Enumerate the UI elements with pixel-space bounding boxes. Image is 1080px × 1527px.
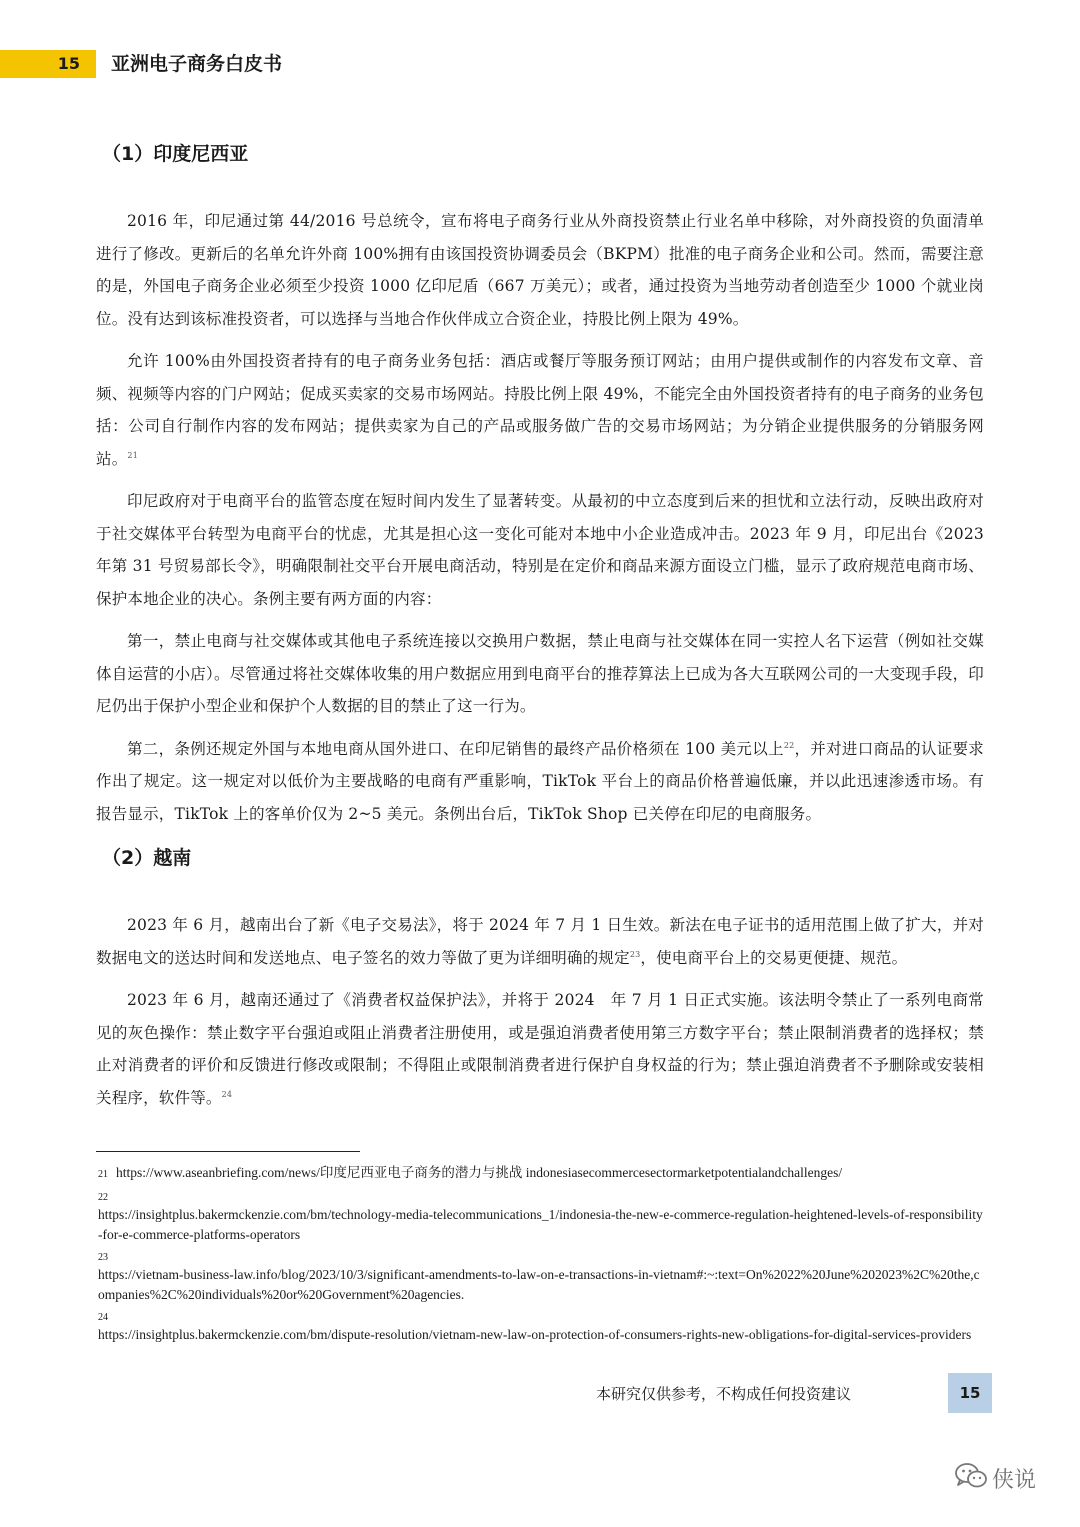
- footnote-item: [98, 1191, 984, 1245]
- footnote-ref[interactable]: 22: [783, 740, 795, 750]
- footnote-number: 24: [98, 1312, 108, 1323]
- paragraph: 第二，条例还规定外国与本地电商从国外进口、在印尼销售的最终产品价格须在 100 美元以上$^{22}$，并对进口商品的认证要求作出了规定。这一规定对以低价为主要战略的电商有严重影响，TikTok 平台上的商品价格普遍低廉，并以此迅速渗透市场。有报告显示，TikTok 上的客单价仅为 2~5 美元。条例出台后，TikTok Shop 已关停在印尼的电商服务。: [96, 739, 984, 823]
- paragraph: 2023 年 6 月，越南出台了新《电子交易法》，将于 2024 年 7 月 1 日生效。新法在电子证书的适用范围上做了扩大，并对数据电文的送达时间和发送地点、电子签名的效力等做了更为详细明确的规定$^{23}$，使电商平台上的交易更便捷、规范。: [96, 916, 984, 967]
- footer-disclaimer: 本研究仅供参考，不构成任何投资建议: [596, 1385, 852, 1403]
- watermark-text: 侠说: [992, 1467, 1037, 1493]
- footnote-item: [98, 1311, 984, 1345]
- footnote-link[interactable]: https://insightplus.bakermckenzie.com/bm/technology-media-telecommunications_1/indonesia-the-new-e-commerce-regulation-heightened-levels-of-responsibility-for-e-commerce-platforms-operators: [98, 1207, 983, 1242]
- main-content: [96, 136, 984, 1114]
- footnote-divider: [96, 1151, 360, 1152]
- document-title: 亚洲电子商务白皮书: [111, 53, 283, 75]
- header-page-number: 15: [0, 50, 96, 78]
- paragraph: 2023 年 6 月，越南还通过了《消费者权益保护法》，并将于 2024 年 7 月 1 日正式实施。该法明令禁止了一系列电商常见的灰色操作：禁止数字平台强迫或阻止消费者注册使用，或是强迫消费者使用第三方数字平台；禁止限制消费者的选择权；禁止对消费者的评价和反馈进行修改或限制；不得阻止或限制消费者进行保护自身权益的行为；禁止强迫消费者不予删除或安装相关程序，软件等。$^{24}$: [96, 991, 984, 1107]
- footnote-item: [98, 1163, 984, 1185]
- footnote-link[interactable]: https://insightplus.bakermckenzie.com/bm/dispute-resolution/vietnam-new-law-on-protection-of-consumers-rights-new-obligations-for-digital-services-providers: [98, 1327, 972, 1342]
- paragraph: 第一，禁止电商与社交媒体或其他电子系统连接以交换用户数据，禁止电商与社交媒体在同一实控人名下运营（例如社交媒体自运营的小店）。尽管通过将社交媒体收集的用户数据应用到电商平台的推荐算法上已成为各大互联网公司的一大变现手段，印尼仍出于保护小型企业和保护个人数据的目的禁止了这一行为。: [96, 632, 984, 715]
- footnotes: [98, 1163, 984, 1351]
- footnote-number: 21: [98, 1169, 108, 1180]
- paragraph: 印尼政府对于电商平台的监管态度在短时间内发生了显著转变。从最初的中立态度到后来的担忧和立法行动，反映出政府对于社交媒体平台转型为电商平台的忧虑，尤其是担心这一变化可能对本地中小企业造成冲击。2023 年 9 月，印尼出台《2023 年第 31 号贸易部长令》，明确限制社交平台开展电商活动，特别是在定价和商品来源方面设立门槛，显示了政府规范电商市场、保护本地企业的决心。条例主要有两方面的内容：: [96, 492, 984, 608]
- footnote-ref[interactable]: 24: [221, 1089, 233, 1099]
- footer-page-number: 15: [948, 1373, 992, 1413]
- footnote-number: 22: [98, 1192, 108, 1203]
- wechat-icon: [954, 1462, 988, 1494]
- section-heading-vietnam: （2）越南: [102, 847, 192, 869]
- watermark: [954, 1458, 1036, 1498]
- footnote-number: 23: [98, 1252, 108, 1263]
- footnote-ref[interactable]: 23: [629, 949, 641, 959]
- footnote-link[interactable]: https://www.aseanbriefing.com/news/印度尼西亚电子商务的潜力与挑战 indonesiasecommercesectormarketpotentialandchallenges/: [116, 1165, 843, 1180]
- paragraph: 2016 年，印尼通过第 44/2016 号总统令，宣布将电子商务行业从外商投资禁止行业名单中移除，对外商投资的负面清单进行了修改。更新后的名单允许外商 100%拥有由该国投资协调委员会（BKPM）批准的电子商务企业和公司。然而，需要注意的是，外国电子商务企业必须至少投资 1000 亿印尼盾（667 万美元）；或者，通过投资为当地劳动者创造至少 1000 个就业岗位。没有达到该标准投资者，可以选择与当地合作伙伴成立合资企业，持股比例上限为 49%。: [96, 212, 984, 328]
- section-heading-indonesia: （1）印度尼西亚: [102, 143, 249, 165]
- page-header: [0, 50, 1080, 80]
- footnote-ref[interactable]: 21: [127, 450, 138, 460]
- footnote-link[interactable]: https://vietnam-business-law.info/blog/2023/10/3/significant-amendments-to-law-on-e-transactions-in-vietnam#:~:text=On%2022%20June%202023%2C%20the,companies%2C%20individuals%20or%20Government%20agencies.: [98, 1267, 980, 1302]
- footnote-item: [98, 1251, 984, 1305]
- paragraph: 允许 100%由外国投资者持有的电子商务业务包括：酒店或餐厅等服务预订网站；由用户提供或制作的内容发布文章、音频、视频等内容的门户网站；促成买卖家的交易市场网站。持股比例上限 49%，不能完全由外国投资者持有的电子商务的业务包括：公司自行制作内容的发布网站；提供卖家为自己的产品或服务做广告的交易市场网站；为分销企业提供服务的分销服务网站。$^{21}$: [96, 352, 984, 468]
